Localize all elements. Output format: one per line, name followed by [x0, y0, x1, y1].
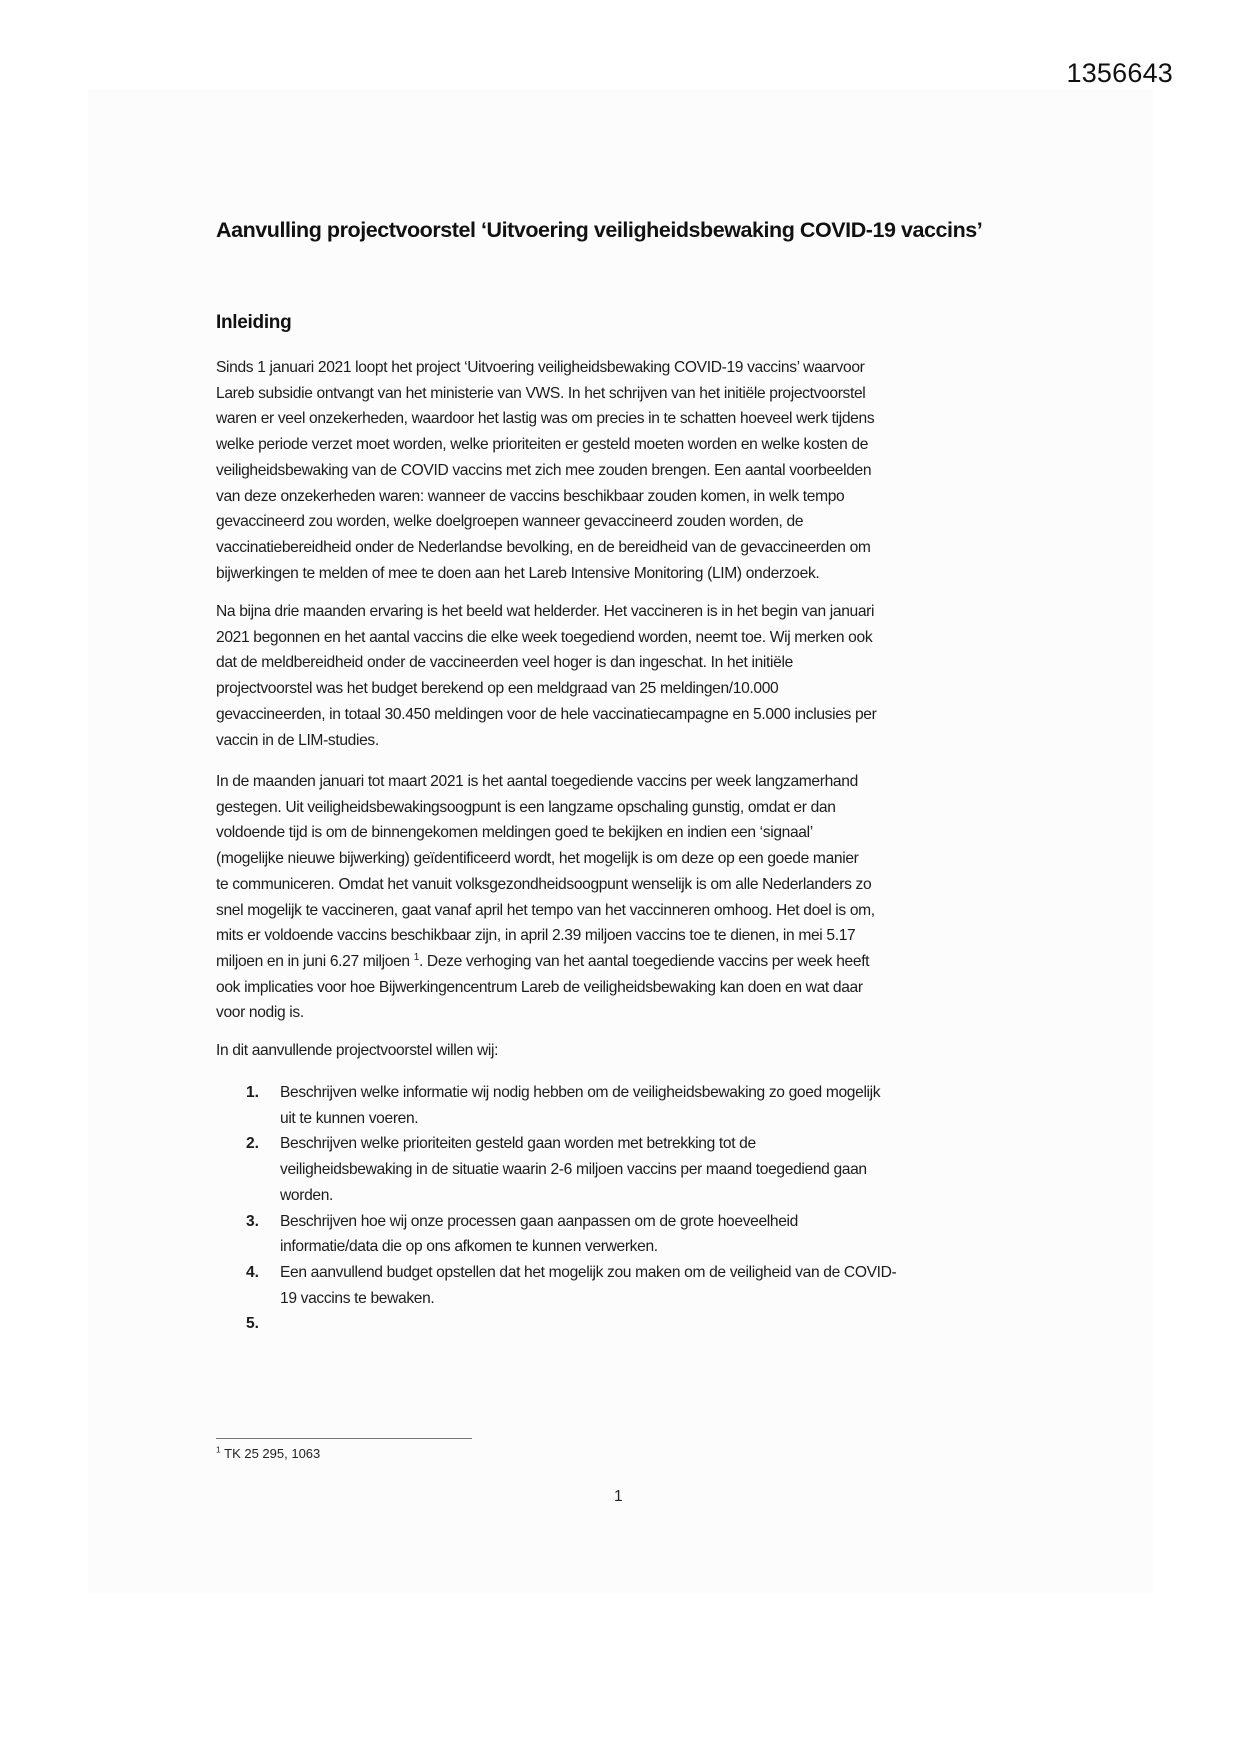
footnote-marker: 1 [216, 1444, 221, 1455]
list-item [216, 1131, 896, 1208]
text-line: Na bijna drie maanden ervaring is het beeld wat helderder. Het vaccineren is in het begin van januari [216, 603, 875, 620]
text-line: Een aanvullend budget opstellen dat het mogelijk zou maken om de veiligheid van de COVID- [280, 1263, 897, 1281]
text-line: veiligheidsbewaking in de situatie waarin 2-6 miljoen vaccins per maand toegediend gaan [280, 1161, 867, 1179]
text-line: (mogelijke nieuwe bijwerking) geïdentificeerd wordt, het mogelijk is om deze op een goede manier [216, 850, 859, 868]
paragraph-experience [216, 599, 1028, 753]
text-line: dat de meldbereidheid onder de vaccineerden veel hoger is dan ingeschat. In het initiële [216, 654, 793, 672]
text-line: worden. [280, 1186, 334, 1204]
footnote-separator [216, 1438, 472, 1439]
text-line: Sinds 1 januari 2021 loopt het project ‘Uitvoering veiligheidsbewaking COVID-19 vaccins’ waarvoor [216, 359, 865, 376]
footnote [216, 1446, 320, 1461]
document-id: 1356643 [1066, 58, 1173, 88]
list-number: 5. [246, 1315, 260, 1333]
text-line: projectvoorstel was het budget berekend op een meldgraad van 25 meldingen/10.000 [216, 680, 779, 698]
list-item [216, 1209, 896, 1260]
text-line: vaccinatiebereidheid onder de Nederlandse bevolking, en de bereidheid van de gevaccineerden om [216, 538, 871, 556]
list-number: 2. [246, 1135, 260, 1153]
text-line: Lareb subsidie ontvangt van het ministerie van VWS. In het schrijven van het initiële projectvoorstel [216, 384, 866, 402]
list-number: 4. [246, 1263, 260, 1281]
text-line: snel mogelijk te vaccineren, gaat vanaf april het tempo van het vaccinneren omhoog. Het doel is om, [216, 901, 875, 919]
text-line: voor nodig is. [216, 1004, 304, 1022]
text-line: vaccin in de LIM-studies. [216, 731, 379, 749]
text-line: te communiceren. Omdat het vanuit volksgezondheidsoogpunt wenselijk is om alle Nederlanders zo [216, 875, 872, 893]
goals-numbered-list [216, 1080, 896, 1337]
text-line: gevaccineerd zou worden, welke doelgroepen wanneer gevaccineerd zouden worden, de [216, 513, 804, 531]
text-line: voldoende tijd is om de binnengekomen meldingen goed te bekijken en indien een ‘signaal’ [216, 824, 813, 842]
text-line: Beschrijven welke prioriteiten gesteld gaan worden met betrekking tot de [280, 1135, 756, 1153]
text-line: welke periode verzet moet worden, welke prioriteiten er gesteld moeten worden en welke kosten de [216, 436, 869, 454]
paragraph-list-intro [216, 1038, 1028, 1064]
footnote-reference[interactable]: 1 [413, 951, 419, 963]
text-line [280, 1311, 896, 1337]
page-number: 1 [614, 1488, 623, 1505]
text-line: In dit aanvullende projectvoorstel willen wij: [216, 1042, 499, 1059]
text-line: bijwerkingen te melden of mee te doen aan het Lareb Intensive Monitoring (LIM) onderzoek. [216, 564, 820, 582]
document-title: Aanvulling projectvoorstel ‘Uitvoering veiligheidsbewaking COVID-19 vaccins’ [216, 218, 983, 242]
text-line-with-footnote [216, 949, 1028, 975]
text-segment: . Deze verhoging van het aantal toegediende vaccins per week heeft [418, 952, 870, 970]
footnote-text: TK 25 295, 1063 [224, 1446, 321, 1461]
text-line: van deze onzekerheden waren: wanneer de vaccins beschikbaar zouden komen, in welk tempo [216, 487, 845, 505]
list-number: 3. [246, 1212, 260, 1230]
paragraph-intro [216, 355, 1028, 586]
text-line: gestegen. Uit veiligheidsbewakingsoogpunt is een langzame opschaling gunstig, omdat er dan [216, 798, 836, 816]
text-line: waren er veel onzekerheden, waardoor het lastig was om precies in te schatten hoeveel werk tijdens [216, 410, 875, 428]
text-line: ook implicaties voor hoe Bijwerkingencentrum Lareb de veiligheidsbewaking kan doen en wat daar [216, 978, 863, 996]
section-heading-inleiding: Inleiding [216, 312, 292, 333]
text-line: Beschrijven hoe wij onze processen gaan aanpassen om de grote hoeveelheid [280, 1212, 798, 1230]
text-line: veiligheidsbewaking van de COVID vaccins met zich mee zouden brengen. Een aantal voorbeelden [216, 461, 872, 479]
paragraph-vaccination-pace [216, 769, 1028, 1026]
text-line: 19 vaccins te bewaken. [280, 1289, 435, 1307]
list-item [216, 1080, 896, 1131]
list-item-empty [216, 1311, 896, 1337]
text-line: 2021 begonnen en het aantal vaccins die elke week toegediend worden, neemt toe. Wij merken ook [216, 628, 873, 646]
text-line: In de maanden januari tot maart 2021 is het aantal toegediende vaccins per week langzamerhand [216, 773, 858, 790]
list-number: 1. [246, 1084, 260, 1101]
text-line: informatie/data die op ons afkomen te kunnen verwerken. [280, 1238, 658, 1256]
text-line: mits er voldoende vaccins beschikbaar zijn, in april 2.39 miljoen vaccins toe te dienen, in mei 5.17 [216, 927, 856, 945]
text-line: gevaccineerden, in totaal 30.450 meldingen voor de hele vaccinatiecampagne en 5.000 inclusies per [216, 705, 877, 723]
list-item [216, 1260, 896, 1311]
text-line: Beschrijven welke informatie wij nodig hebben om de veiligheidsbewaking zo goed mogelijk [280, 1084, 881, 1101]
text-line: uit te kunnen voeren. [280, 1109, 419, 1127]
text-segment: miljoen en in juni 6.27 miljoen [216, 952, 410, 970]
